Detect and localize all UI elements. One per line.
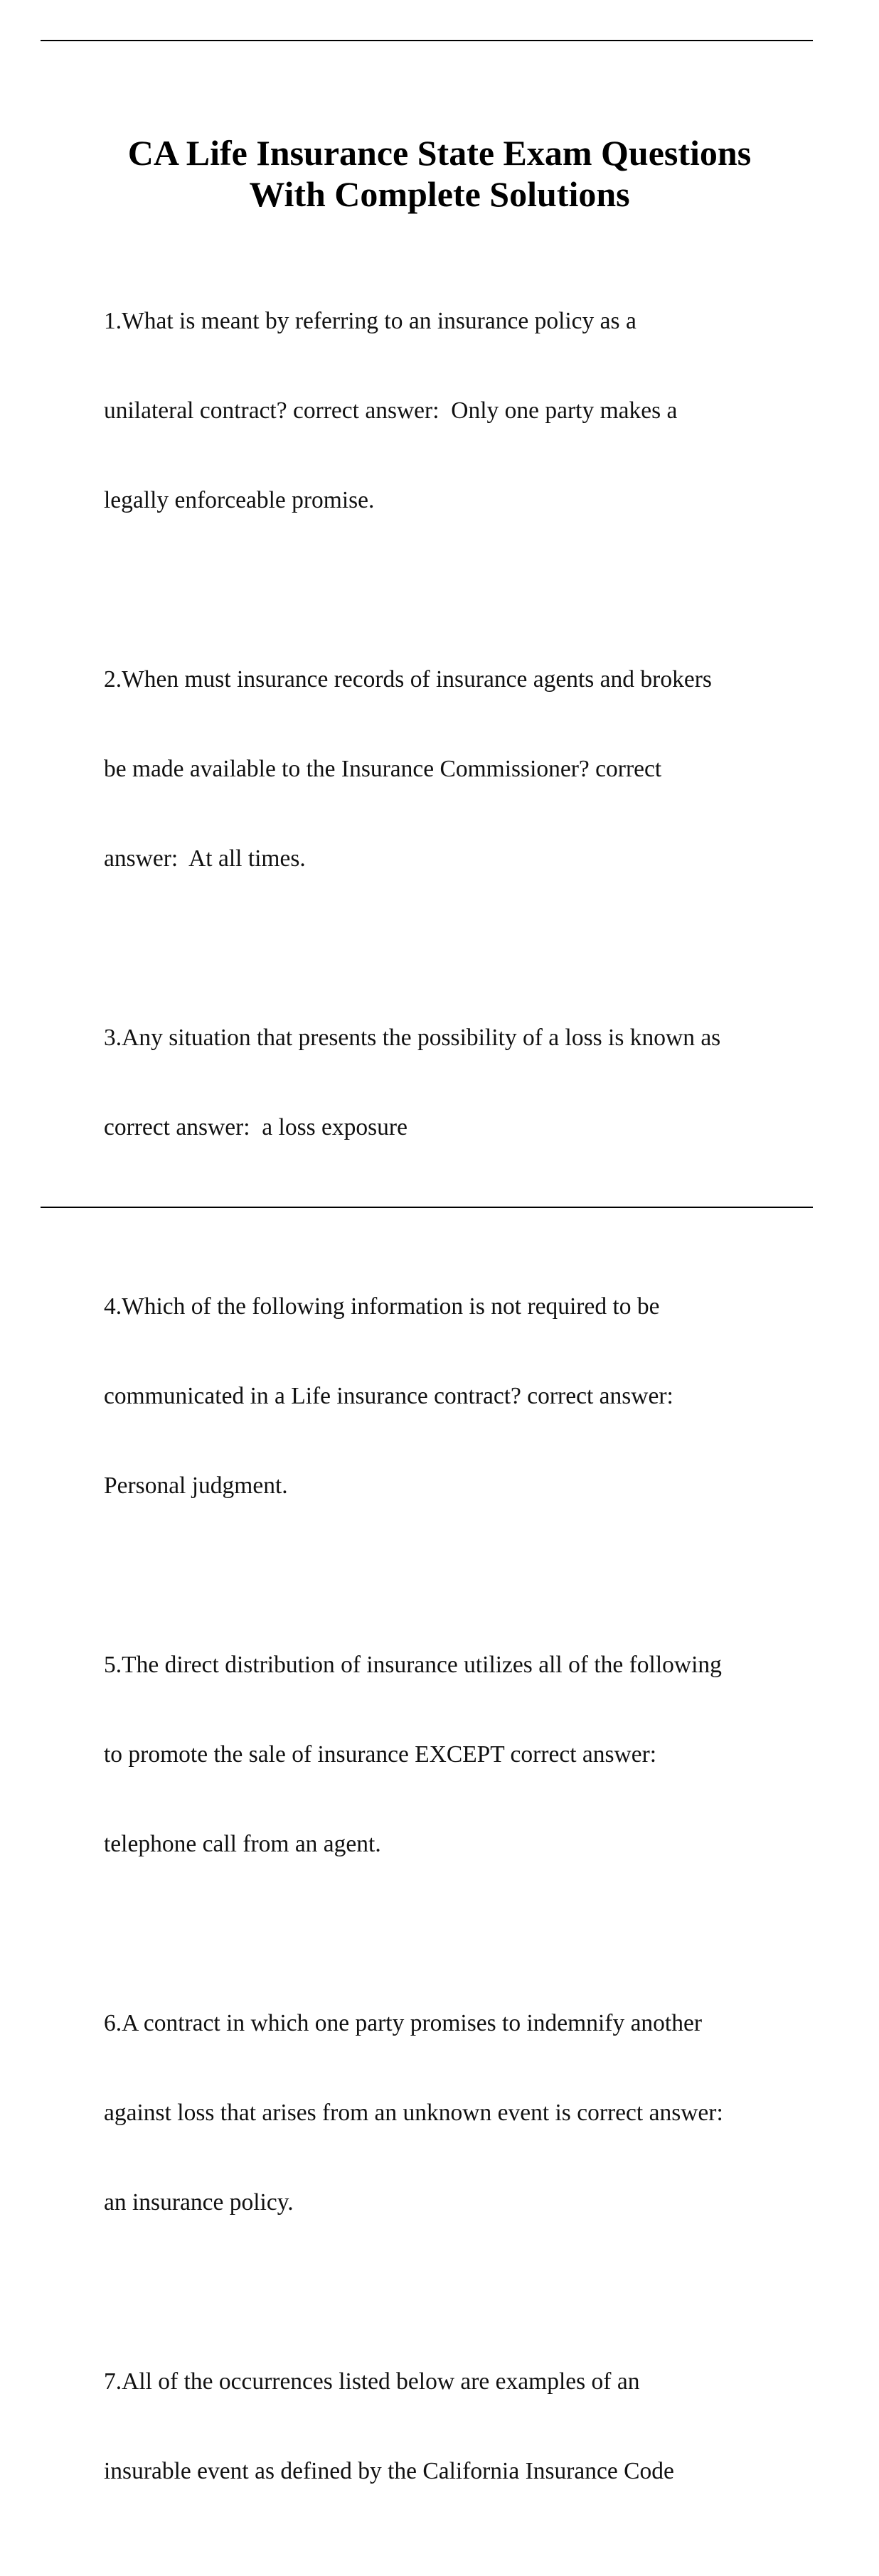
question-2-line-1: 2.When must insurance records of insurance agents and brokers [104,666,712,693]
top-rule [41,40,813,41]
question-7-line-1: 7.All of the occurrences listed below are examples of an [104,2368,640,2395]
page-title [0,132,879,215]
question-1-line-2: unilateral contract? correct answer: Only one party makes a [104,397,678,424]
question-5-line-3: telephone call from an agent. [104,1831,381,1857]
bottom-rule [41,1207,813,1208]
question-3-line-1: 3.Any situation that presents the possibility of a loss is known as [104,1025,721,1051]
question-7-line-2: insurable event as defined by the California Insurance Code [104,2458,674,2484]
question-1-line-3: legally enforceable promise. [104,487,375,513]
question-1 [104,247,787,575]
question-3 [104,963,787,1202]
question-2-line-3: answer: At all times. [104,845,306,872]
question-2-line-2: be made available to the Insurance Commissioner? correct [104,756,662,782]
question-2 [104,605,787,934]
question-4-line-2: communicated in a Life insurance contract? correct answer: [104,1383,673,1409]
question-6-line-1: 6.A contract in which one party promises to indemnify another [104,2010,703,2036]
question-1-line-1: 1.What is meant by referring to an insurance policy as a [104,308,636,334]
question-4-line-3: Personal judgment. [104,1473,288,1499]
question-4 [104,1232,787,1561]
question-5-line-2: to promote the sale of insurance EXCEPT correct answer: [104,1741,657,1768]
question-5-line-1: 5.The direct distribution of insurance utilizes all of the following [104,1652,722,1678]
question-list [104,247,787,2576]
question-3-line-2: correct answer: a loss exposure [104,1114,407,1140]
question-7 [104,2307,787,2546]
question-5 [104,1591,787,1919]
question-6 [104,1949,787,2277]
question-4-line-1: 4.Which of the following information is not required to be [104,1293,660,1320]
title-line-2: With Complete Solutions [249,174,630,214]
question-6-line-3: an insurance policy. [104,2189,294,2216]
title-line-1: CA Life Insurance State Exam Questions [127,133,752,173]
question-6-line-2: against loss that arises from an unknown event is correct answer: [104,2100,723,2126]
